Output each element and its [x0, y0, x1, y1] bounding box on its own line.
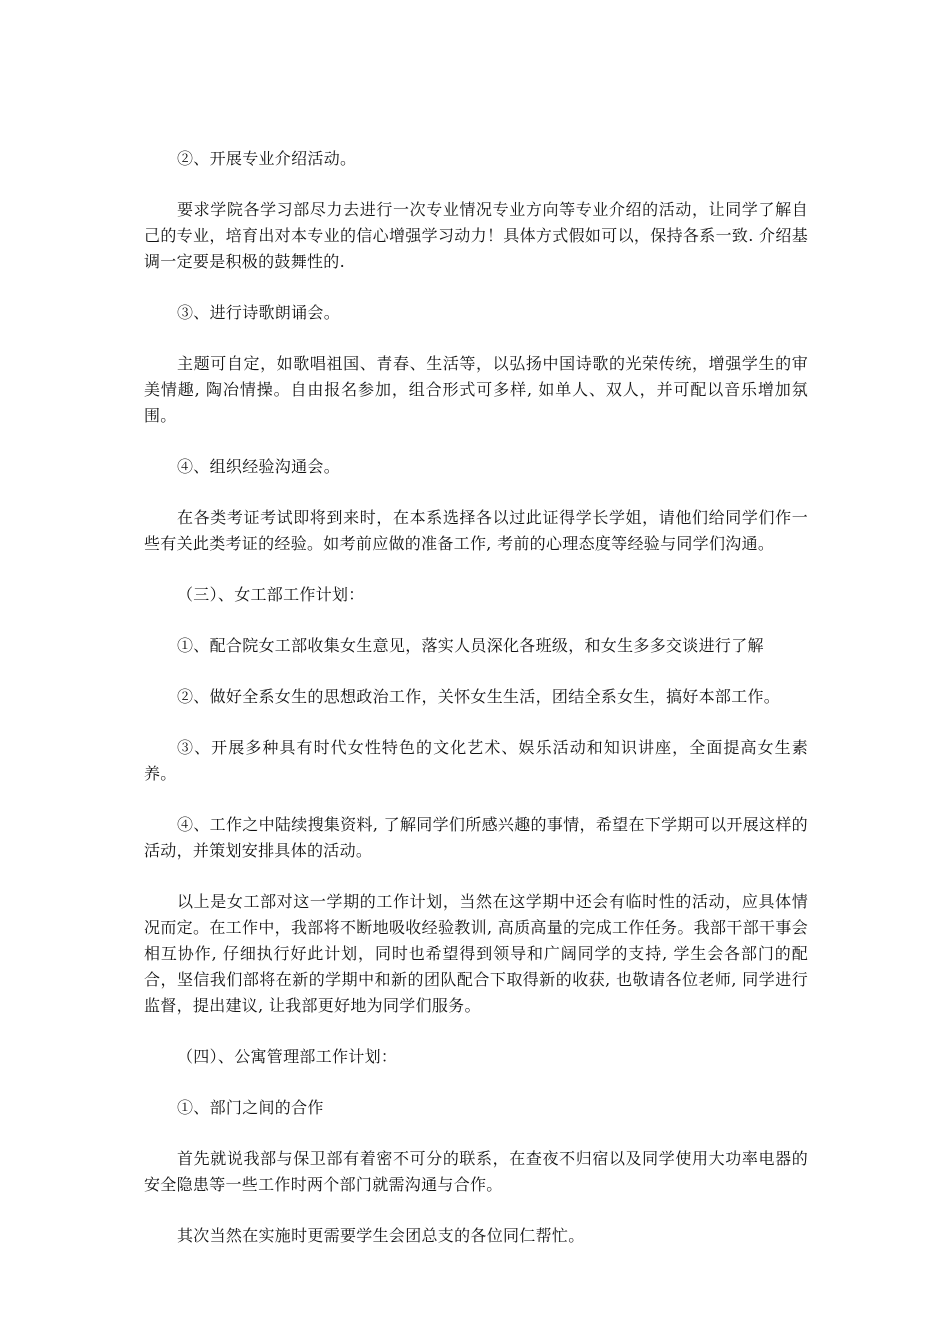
- section-heading-dorm-dept: （四）、公寓管理部工作计划：: [177, 1047, 398, 1066]
- body-paragraph: 要求学院各学习部尽力去进行一次专业情况专业方向等专业介绍的活动，让同学了解自己的专业，培育出对本专业的信心增强学习动力！具体方式假如可以，保持各系一致. 介绍基调一定要是积极的鼓舞性的.: [144, 200, 808, 271]
- list-item: ②、做好全系女生的思想政治工作，关怀女生生活，团结全系女生，搞好本部工作。: [177, 687, 781, 706]
- body-paragraph: 首先就说我部与保卫部有着密不可分的联系，在查夜不归宿以及同学使用大功率电器的安全隐患等一些工作时两个部门就需沟通与合作。: [144, 1149, 808, 1194]
- list-item: ①、配合院女工部收集女生意见，落实人员深化各班级，和女生多多交谈进行了解: [177, 636, 764, 655]
- section-heading-poetry: ③、进行诗歌朗诵会。: [177, 303, 341, 322]
- list-item: ①、部门之间的合作: [177, 1098, 324, 1117]
- body-paragraph: 主题可自定，如歌唱祖国、青春、生活等，以弘扬中国诗歌的光荣传统，增强学生的审美情趣, 陶冶情操。自由报名参加，组合形式可多样, 如单人、双人，并可配以音乐增加氛围。: [144, 354, 808, 425]
- section-heading-exchange: ④、组织经验沟通会。: [177, 457, 341, 476]
- list-item: ④、工作之中陆续搜集资料, 了解同学们所感兴趣的事情，希望在下学期可以开展这样的活动，并策划安排具体的活动。: [144, 815, 808, 860]
- body-paragraph: 在各类考证考试即将到来时，在本系选择各以过此证得学长学姐，请他们给同学们作一些有关此类考证的经验。如考前应做的准备工作, 考前的心理态度等经验与同学们沟通。: [144, 508, 808, 553]
- section-heading-womens-dept: （三）、女工部工作计划：: [177, 585, 365, 604]
- section-heading-major-intro: ②、开展专业介绍活动。: [177, 149, 357, 168]
- body-paragraph: 以上是女工部对这一学期的工作计划，当然在这学期中还会有临时性的活动，应具体情况而定。在工作中，我部将不断地吸收经验教训, 高质高量的完成工作任务。我部干部干事会相互协作, 仔细执行好此计划，同时也希望得到领导和广阔同学的支持, 学生会各部门的配合，坚信我们部将在新的学期中和新的团队配合下取得新的收获, 也敬请各位老师, 同学进行监督，提出建议, 让我部更好地为同学们服务。: [144, 892, 808, 1015]
- list-item: ③、开展多种具有时代女性特色的文化艺术、娱乐活动和知识讲座，全面提高女生素养。: [144, 738, 808, 783]
- body-paragraph: 其次当然在实施时更需要学生会团总支的各位同仁帮忙。: [177, 1226, 585, 1245]
